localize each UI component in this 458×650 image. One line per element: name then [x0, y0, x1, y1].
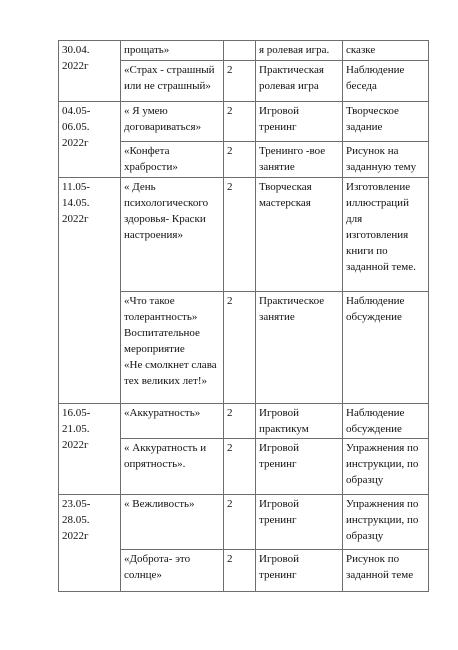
- topic-cell: « Я умею договариваться»: [121, 102, 224, 142]
- control-cell: Рисунок на заданную тему: [343, 142, 429, 178]
- control-cell: Упражнения по инструкции, по образцу: [343, 495, 429, 550]
- date-line: 04.05-: [62, 105, 91, 117]
- form-cell: Практическое занятие: [256, 292, 343, 404]
- control-cell: Рисунок по заданной теме: [343, 550, 429, 592]
- form-cell: Тренинго -вое занятие: [256, 142, 343, 178]
- hours-cell: 2: [224, 102, 256, 142]
- topic-cell: прощать»: [121, 41, 224, 61]
- hours-cell: 2: [224, 142, 256, 178]
- control-cell: Наблюдение обсуждение: [343, 404, 429, 439]
- date-line: 14.05.: [62, 197, 90, 209]
- date-line: 2022г: [62, 60, 89, 72]
- date-cell: [59, 178, 121, 404]
- topic-cell: « Вежливость»: [121, 495, 224, 550]
- topic-cell: «Конфета храбрости»: [121, 142, 224, 178]
- topic-cell: «Что такое толерантность» Воспитательное мероприятие «Не смолкнет слава тех великих лет!»: [121, 292, 224, 404]
- date-line: 16.05-: [62, 407, 91, 419]
- hours-cell: 2: [224, 439, 256, 495]
- topic-cell: «Страх - страшный или не страшный»: [121, 61, 224, 102]
- table-row: [59, 404, 429, 439]
- date-line: 2022г: [62, 530, 89, 542]
- hours-cell: 2: [224, 550, 256, 592]
- control-cell: сказке: [343, 41, 429, 61]
- date-line: 21.05.: [62, 423, 90, 435]
- control-cell: Изготовление иллюстраций для изготовления книги по заданной теме.: [343, 178, 429, 292]
- date-line: 2022г: [62, 439, 89, 451]
- form-cell: Игровой тренинг: [256, 102, 343, 142]
- hours-cell: 2: [224, 495, 256, 550]
- control-cell: Наблюдение обсуждение: [343, 292, 429, 404]
- table-row: [59, 495, 429, 550]
- date-line: 06.05.: [62, 121, 90, 133]
- date-cell: [59, 404, 121, 495]
- form-cell: Игровой тренинг: [256, 550, 343, 592]
- hours-cell: 2: [224, 292, 256, 404]
- schedule-table: [58, 40, 429, 592]
- date-line: 2022г: [62, 137, 89, 149]
- topic-cell: « Аккуратность и опрятность».: [121, 439, 224, 495]
- form-cell: Практическая ролевая игра: [256, 61, 343, 102]
- date-line: 11.05-: [62, 181, 91, 193]
- form-cell: Игровой тренинг: [256, 495, 343, 550]
- hours-cell: 2: [224, 178, 256, 292]
- form-cell: я ролевая игра.: [256, 41, 343, 61]
- date-line: 2022г: [62, 213, 89, 225]
- topic-cell: «Доброта- это солнце»: [121, 550, 224, 592]
- control-cell: Наблюдение беседа: [343, 61, 429, 102]
- form-cell: Игровой практикум: [256, 404, 343, 439]
- date-cell: [59, 495, 121, 592]
- form-cell: Творческая мастерская: [256, 178, 343, 292]
- hours-cell: [224, 41, 256, 61]
- hours-cell: 2: [224, 404, 256, 439]
- control-cell: Упражнения по инструкции, по образцу: [343, 439, 429, 495]
- control-cell: Творческое задание: [343, 102, 429, 142]
- topic-cell: «Аккуратность»: [121, 404, 224, 439]
- table-row: [59, 102, 429, 142]
- date-line: 28.05.: [62, 514, 90, 526]
- date-line: 30.04.: [62, 44, 90, 56]
- date-cell: [59, 102, 121, 178]
- date-line: 23.05-: [62, 498, 91, 510]
- hours-cell: 2: [224, 61, 256, 102]
- topic-cell: « День психологического здоровья- Краски настроения»: [121, 178, 224, 292]
- form-cell: Игровой тренинг: [256, 439, 343, 495]
- date-cell: [59, 41, 121, 102]
- table-row: [59, 41, 429, 61]
- table-row: [59, 178, 429, 292]
